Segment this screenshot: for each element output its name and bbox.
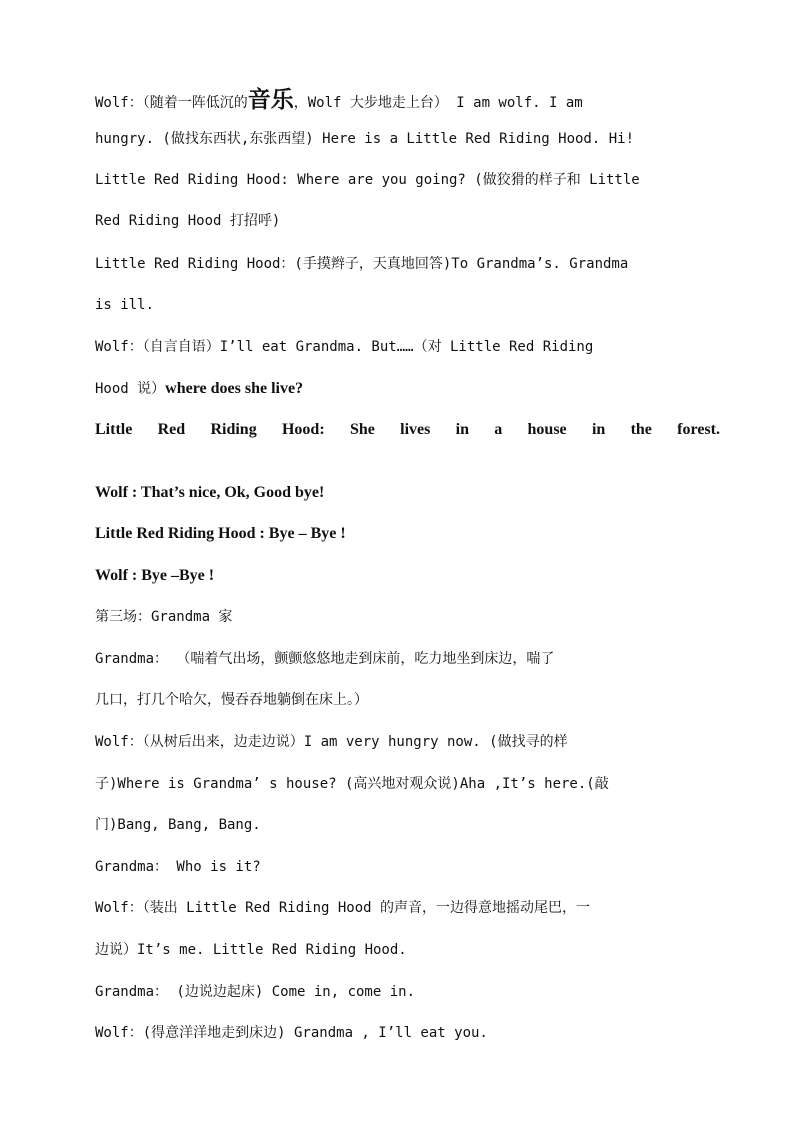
script-line-19: Grandma： Who is it? [95, 859, 261, 875]
script-line-8 [95, 378, 720, 399]
scene-heading: 第三场：Grandma 家 [95, 609, 233, 625]
word: Red [157, 421, 186, 438]
script-line-3: Little Red Riding Hood: Where are you going? (做狡猾的样子和 Little [95, 172, 640, 188]
word: She [349, 421, 375, 438]
script-line-21: 边说）It’s me. Little Red Riding Hood. [95, 942, 407, 958]
word: lives [400, 421, 431, 438]
word: forest. [677, 421, 720, 438]
script-line-10: Wolf : That’s nice, Ok, Good bye! [95, 484, 325, 501]
script-line-11: Little Red Riding Hood : Bye – Bye ! [95, 525, 346, 542]
word: Riding [210, 421, 257, 438]
script-line-1 [95, 87, 720, 113]
script-line-5: Little Red Riding Hood：(手摸辫子，天真地回答)To Grandma’s. Grandma [95, 256, 629, 272]
word: in [455, 421, 469, 438]
script-line-15: 几口，打几个哈欠，慢吞吞地躺倒在床上。） [95, 692, 368, 708]
word: Little [95, 421, 133, 438]
line-8-end: where does she live? [165, 380, 304, 397]
word: in [591, 421, 606, 438]
script-line-9 [95, 420, 720, 440]
word: the [630, 421, 652, 438]
music-emphasis: 音乐 [247, 87, 294, 113]
line-1-start: Wolf：（随着一阵低沉的 [95, 95, 248, 111]
line-1-end: ，Wolf 大步地走上台） I am wolf. I am [293, 95, 583, 111]
word: a [494, 421, 503, 438]
word: house [527, 421, 567, 438]
word: Hood: [281, 421, 325, 438]
script-line-18: 门)Bang, Bang, Bang. [95, 817, 261, 833]
script-line-14: Grandma： （喘着气出场，颤颤悠悠地走到床前，吃力地坐到床边，喘了 [95, 651, 555, 667]
script-line-2: hungry. (做找东西状,东张西望) Here is a Little Red Riding Hood. Hi! [95, 131, 635, 147]
script-line-20: Wolf：（装出 Little Red Riding Hood 的声音，一边得意地摇动尾巴，一 [95, 900, 591, 916]
script-line-4: Red Riding Hood 打招呼) [95, 213, 281, 229]
script-line-7: Wolf：（自言自语）I’ll eat Grandma. But……（对 Little Red Riding [95, 339, 594, 355]
script-line-12: Wolf : Bye –Bye ! [95, 567, 215, 584]
script-line-23: Wolf：(得意洋洋地走到床边) Grandma , I’ll eat you. [95, 1025, 488, 1041]
script-line-6: is ill. [95, 297, 155, 313]
line-8-start: Hood 说） [95, 381, 166, 397]
script-line-22: Grandma： (边说边起床) Come in, come in. [95, 984, 416, 1000]
script-line-16: Wolf：（从树后出来，边走边说）I am very hungry now. (做找寻的样 [95, 734, 568, 750]
script-line-17: 子)Where is Grandma’ s house? (高兴地对观众说)Aha ,It’s here.(敲 [95, 776, 609, 792]
